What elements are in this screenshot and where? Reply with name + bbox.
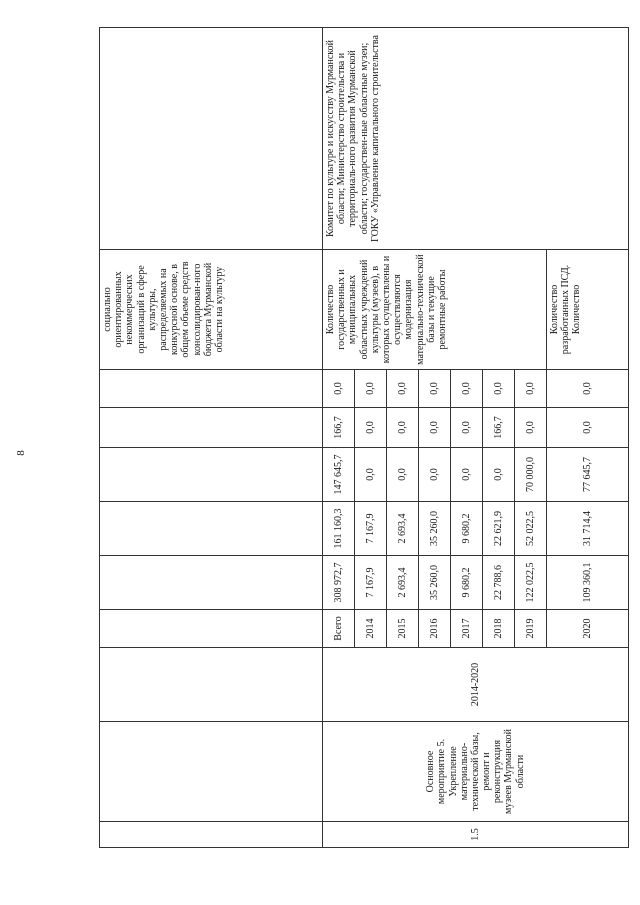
- table-row-upper: [100, 28, 323, 848]
- vb-cell: 0,0: [451, 370, 483, 408]
- mb-cell: 0,0: [451, 408, 483, 448]
- fb-cell: 147 645,7: [323, 448, 355, 502]
- year-cell: 2016: [419, 610, 451, 648]
- year-cell: 2020: [547, 610, 629, 648]
- mb-cell: 166,7: [483, 408, 515, 448]
- total-cell: 7 167,9: [355, 556, 387, 610]
- vb-cell: 0,0: [483, 370, 515, 408]
- fb-cell: 70 000,0: [515, 448, 547, 502]
- ob-cell: 35 260,0: [419, 502, 451, 556]
- year-cell: 2019: [515, 610, 547, 648]
- cell-empty: [100, 822, 323, 848]
- ob-cell: 31 714,4: [547, 502, 629, 556]
- fb-cell: 77 645,7: [547, 448, 629, 502]
- fb-cell: 0,0: [451, 448, 483, 502]
- mb-cell: 0,0: [515, 408, 547, 448]
- vb-cell: 0,0: [387, 370, 419, 408]
- year-cell: Всего: [323, 610, 355, 648]
- measures-table: [99, 27, 629, 848]
- mb-cell: 0,0: [355, 408, 387, 448]
- fb-cell: 0,0: [483, 448, 515, 502]
- total-cell: 35 260,0: [419, 556, 451, 610]
- ob-cell: 7 167,9: [355, 502, 387, 556]
- vb-cell: 0,0: [323, 370, 355, 408]
- cell-empty: [100, 648, 323, 722]
- ob-cell: 52 022,5: [515, 502, 547, 556]
- measure-number: 1.5: [323, 822, 629, 848]
- total-cell: 2 693,4: [387, 556, 419, 610]
- executor-cell: Комитет по культуре и искусству Мурманской области; Министерство строительства и территориаль-ного развития Мурманской области; государствен-ные областные музеи; ГОКУ «Управление капитального строительства: [323, 28, 629, 250]
- total-cell: 122 022,5: [515, 556, 547, 610]
- cell-empty: [100, 502, 323, 556]
- total-cell: 308 972,7: [323, 556, 355, 610]
- year-cell: 2018: [483, 610, 515, 648]
- ob-cell: 22 621,9: [483, 502, 515, 556]
- year-cell: 2017: [451, 610, 483, 648]
- cell-empty: [100, 408, 323, 448]
- cell-empty: [100, 556, 323, 610]
- vb-cell: 0,0: [355, 370, 387, 408]
- indicator-2-cell: Количество разработанных ПСД. Количество: [547, 250, 629, 370]
- mb-cell: 0,0: [419, 408, 451, 448]
- cell-empty: [100, 370, 323, 408]
- fb-cell: 0,0: [419, 448, 451, 502]
- cell-empty: [100, 722, 323, 822]
- measure-name: Основное мероприятие 5. Укрепление материально-технической базы, ремонт и реконструкция музеев Мурманской области: [323, 722, 629, 822]
- rotated-document-page: [99, 28, 593, 848]
- ob-cell: 2 693,4: [387, 502, 419, 556]
- measure-period: 2014-2020: [323, 648, 629, 722]
- vb-cell: 0,0: [419, 370, 451, 408]
- indicator-cell-continued: социально ориентированных некоммерческих организаций в сфере культуры, распределяемых на конкурсной основе, в общем объеме средств консолидирован-ного бюджета Мурманской области на культуру: [100, 250, 323, 370]
- mb-cell: 166,7: [323, 408, 355, 448]
- total-cell: 109 360,1: [547, 556, 629, 610]
- cell-empty: [100, 610, 323, 648]
- indicator-1-cell: Количество государственных и муниципальных областных учреждений культуры (музеев), в которых осуществлены и осуществляются модернизация материально-технической базы и текущие ремонтные работы: [323, 250, 547, 370]
- vb-cell: 0,0: [515, 370, 547, 408]
- table-row-year-total: [323, 28, 355, 848]
- vb-cell: 0,0: [547, 370, 629, 408]
- ob-cell: 161 160,3: [323, 502, 355, 556]
- cell-empty: [100, 448, 323, 502]
- ob-cell: 9 680,2: [451, 502, 483, 556]
- year-cell: 2015: [387, 610, 419, 648]
- total-cell: 22 788,6: [483, 556, 515, 610]
- cell-empty: [100, 28, 323, 250]
- fb-cell: 0,0: [387, 448, 419, 502]
- page-number: 8: [14, 450, 27, 456]
- fb-cell: 0,0: [355, 448, 387, 502]
- total-cell: 9 680,2: [451, 556, 483, 610]
- mb-cell: 0,0: [547, 408, 629, 448]
- mb-cell: 0,0: [387, 408, 419, 448]
- year-cell: 2014: [355, 610, 387, 648]
